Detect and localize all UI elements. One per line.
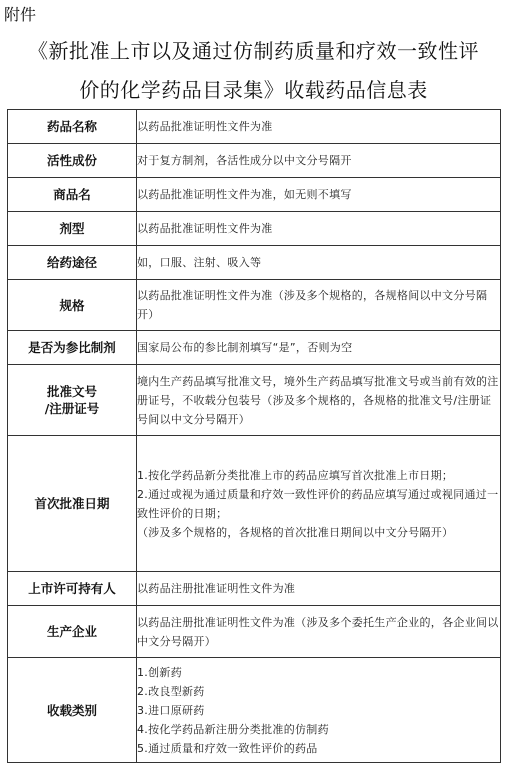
document-title-line-2: 价的化学药品目录集》收载药品信息表: [79, 78, 428, 102]
field-label: [8, 658, 137, 763]
table-row: [8, 331, 501, 365]
field-value-line: 1.创新药: [137, 665, 182, 679]
field-label-text: 生产企业: [46, 624, 97, 639]
field-value-line: 以药品批准证明性文件为准，如无则不填写: [137, 188, 352, 201]
table-row: [8, 110, 501, 144]
field-value-line: 3.进口原研药: [137, 703, 205, 717]
field-label: [8, 572, 137, 606]
field-value-line: 2.改良型新药: [137, 684, 205, 698]
field-label-text: 首次批准日期: [34, 496, 110, 511]
table-row: [8, 436, 501, 572]
field-value-line: 如，口服、注射、吸入等: [137, 256, 262, 269]
field-label: [8, 246, 137, 280]
field-label: [8, 212, 137, 246]
attachment-label: 附件: [4, 5, 37, 24]
field-label-text: 活性成份: [46, 153, 97, 168]
field-label-text: 收载类别: [46, 702, 97, 718]
field-value: [137, 658, 501, 763]
field-label-text: 药品名称: [46, 119, 97, 134]
field-label-text: 商品名: [53, 187, 91, 202]
field-label: [8, 144, 137, 178]
field-label: [8, 178, 137, 212]
field-label-text: /注册证号: [44, 401, 100, 416]
field-value-line: 对于复方制剂，各活性成分以中文分号隔开: [137, 154, 352, 167]
table-row: [8, 246, 501, 280]
field-value-line: 以药品批准证明性文件为准: [137, 120, 273, 133]
field-label: [8, 365, 137, 436]
table-row: [8, 606, 501, 658]
field-label-text: 上市许可持有人: [28, 581, 116, 596]
field-label: [8, 331, 137, 365]
field-label: [8, 436, 137, 572]
field-label-text: 规格: [59, 297, 85, 313]
field-value-line: （涉及多个规格的，各规格的首次批准日期间以中文分号隔开）: [137, 525, 454, 539]
table-row: [8, 178, 501, 212]
table-row: [8, 365, 501, 436]
field-value-line: 5.通过质量和疗效一致性评价的药品: [137, 741, 318, 755]
drug-info-table: [7, 109, 501, 763]
field-value: [137, 178, 501, 212]
field-label-text: 剂型: [59, 221, 85, 236]
table-row: [8, 658, 501, 763]
field-label-text: 批准文号: [46, 384, 97, 399]
field-value-line: 国家局公布的参比制剂填写“是”，否则为空: [137, 341, 353, 354]
field-label-text: 给药途径: [46, 255, 97, 270]
field-value: [137, 110, 501, 144]
field-label-text: 是否为参比制剂: [28, 340, 116, 355]
field-value: [137, 144, 501, 178]
field-label: [8, 280, 137, 331]
field-value: [137, 280, 501, 331]
field-value-line: 2.通过或视为通过质量和疗效一致性评价的药品应填写通过或视同通过一致性评价的日期；: [137, 487, 499, 520]
table-row: [8, 572, 501, 606]
field-value-line: 境内生产药品填写批准文号，境外生产药品填写批准文号或当前有效的注册证号，不收载分包装号（涉及多个规格的，各规格的批准文号/注册证号间以中文分号隔开）: [137, 374, 499, 426]
field-label: [8, 606, 137, 658]
table-row: [8, 280, 501, 331]
field-value-line: 4.按化学药品新注册分类批准的仿制药: [137, 722, 329, 736]
document-title-line-1: 《新批准上市以及通过仿制药质量和疗效一致性评: [28, 39, 479, 63]
table-row: [8, 212, 501, 246]
field-value-line: 以药品批准证明性文件为准（涉及多个规格的，各规格间以中文分号隔开）: [137, 289, 488, 321]
table-row: [8, 144, 501, 178]
field-value-line: 以药品注册批准证明性文件为准（涉及多个委托生产企业的，各企业间以中文分号隔开）: [137, 615, 499, 648]
field-value-line: 以药品注册批准证明性文件为准: [137, 582, 296, 595]
field-value: [137, 212, 501, 246]
field-value: [137, 606, 501, 658]
field-value: [137, 246, 501, 280]
field-value: [137, 365, 501, 436]
field-value: [137, 331, 501, 365]
field-value: [137, 572, 501, 606]
field-value-line: 1.按化学药品新分类批准上市的药品应填写首次批准上市日期；: [137, 468, 454, 482]
field-label: [8, 110, 137, 144]
field-value-line: 以药品批准证明性文件为准: [137, 222, 273, 235]
field-value: [137, 436, 501, 572]
